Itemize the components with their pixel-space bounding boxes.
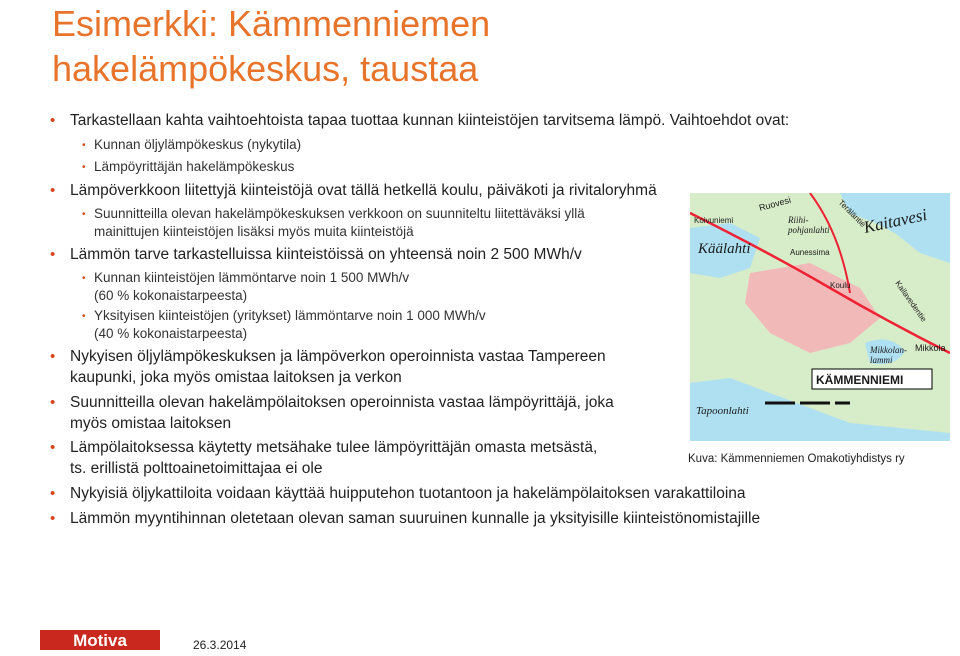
map-label-kailavedentie: Kailavedentie [893,278,929,324]
map-label-line: pohjanlahti [788,224,830,235]
sub-bullet-1: • Kunnan öljylämpökeskus (nykytila) [94,137,301,152]
bullet-6: • Lämpölaitoksessa käytetty metsähake tulee lämpöyrittäjän omasta metsästä, [70,439,597,457]
map-caption: Kuva: Kämmenniemen Omakotiyhdistys ry [688,453,905,465]
sub-bullet-3: • Suunnitteilla olevan hakelämpökeskuksen verkkoon on suunniteltu liitettäväksi yllä [94,206,585,221]
bullet-3: • Lämmön tarve tarkastelluissa kiinteistöissä on yhteensä noin 2 500 MWh/v [70,246,582,264]
map-label-ruovesi: Ruovesi [757,194,792,213]
map-label-mikkola: Mikkola [915,343,946,353]
map-label-aunessima: Aunessima [790,248,830,257]
map-label-koulu: Koulu [830,281,851,290]
map-label-kammenniemi: KÄMMENNIEMI [816,373,904,387]
map-label-kaalahti: Käälahti [698,241,751,257]
sub-bullet-4: • Kunnan kiinteistöjen lämmöntarve noin 1 500 MWh/v [94,270,409,285]
map-label-line: lammi [870,354,893,365]
map-label-line: Mikkolan- [870,345,907,355]
bullet-6-cont: ts. erillistä polttoainetoimittajaa ei ole [70,460,323,477]
bullet-5-cont: myös omistaa laitoksen [70,415,232,432]
logo-text: Motiva [73,631,127,650]
title-line-1: Esimerkki: Kämmenniemen [52,3,491,44]
sub-bullet-2: • Lämpöyrittäjän hakelämpökeskus [94,159,294,174]
footer-date: 26.3.2014 [193,638,247,652]
title-line-2: hakelämpökeskus, taustaa [52,48,479,89]
sub-bullet-5-cont: (40 % kokonaistarpeesta) [94,326,248,341]
sub-bullet-3-cont: mainittujen kiinteistöjen lisäksi myös muita kiinteistöjä [94,224,414,239]
kammenniemi-map [690,193,950,441]
sub-bullet-4-cont: (60 % kokonaistarpeesta) [94,288,248,303]
map-label-line: Riihi- [788,215,809,225]
bullet-7: • Nykyisiä öljykattiloita voidaan käyttää huipputehon tuotantoon ja hakelämpölaitoksen varakattiloina [70,485,746,503]
map-label-teralantie: Teräläntie [836,198,868,229]
bullet-4: • Nykyisen öljylämpökeskuksen ja lämpöverkon operoinnista vastaa Tampereen [70,348,606,366]
bullet-1: • Tarkastellaan kahta vaihtoehtoista tapaa tuottaa kunnan kiinteistöjen tarvitsema lämpö. Vaihtoehdot ovat: [70,112,789,130]
bullet-2: • Lämpöverkkoon liitettyjä kiinteistöjä ovat tällä hetkellä koulu, päiväkoti ja rivitaloryhmä [70,182,657,200]
bullet-8: • Lämmön myyntihinnan oletetaan olevan saman suuruinen kunnalle ja yksityisille kiinteistönomistajille [70,510,760,528]
sub-bullet-5: • Yksityisen kiinteistöjen (yritykset) lämmöntarve noin 1 000 MWh/v [94,308,486,323]
map-label-kaitavesi: Kaitavesi [861,204,929,237]
bullet-4-cont: kaupunki, joka myös omistaa laitoksen ja verkon [70,369,402,386]
bullet-5: • Suunnitteilla olevan hakelämpölaitoksen operoinnista vastaa lämpöyrittäjä, joka [70,394,614,412]
motiva-logo [40,626,160,652]
map-label-tapoonlahti: Tapoonlahti [696,405,749,417]
map-label-koivuniemi: Koivuniemi [694,216,734,225]
